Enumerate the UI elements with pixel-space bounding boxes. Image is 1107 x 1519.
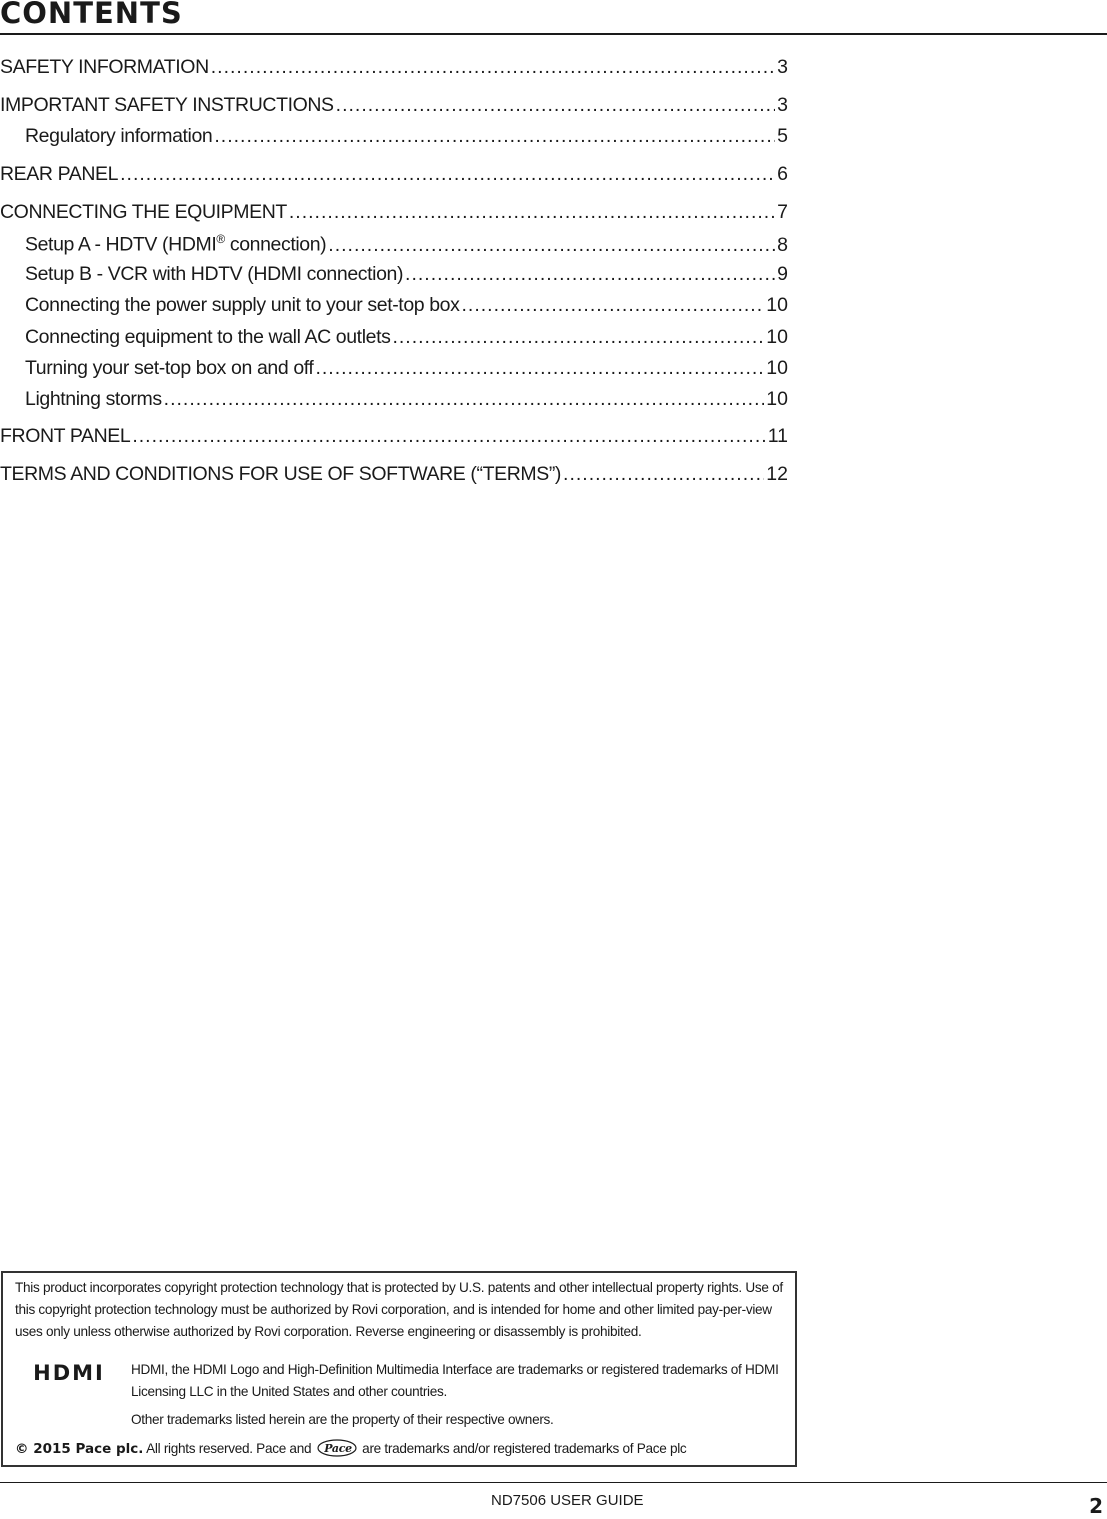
toc-entry-label: CONNECTING THE EQUIPMENT — [0, 201, 287, 223]
toc-entry-label: Connecting the power supply unit to your set-top box — [25, 294, 460, 316]
toc-subentry[interactable] — [25, 388, 788, 418]
toc-dot-leader — [461, 294, 764, 317]
toc-dot-leader — [392, 326, 764, 349]
hdmi-logo-text: HDMI — [33, 1361, 105, 1385]
toc-dot-leader — [328, 234, 775, 257]
toc-subentry[interactable] — [25, 294, 788, 324]
toc-entry-page: 3 — [777, 94, 788, 116]
toc-entry[interactable] — [0, 201, 788, 231]
toc-entry-page: 6 — [777, 163, 788, 185]
toc-entry-page: 7 — [777, 201, 788, 223]
copyright-text: are trademarks and/or registered trademarks of Pace plc — [358, 1441, 687, 1456]
toc-dot-leader — [132, 425, 765, 448]
toc-entry-label: FRONT PANEL — [0, 425, 131, 447]
toc-entry[interactable] — [0, 56, 788, 86]
toc-entry[interactable] — [0, 463, 788, 493]
toc-dot-leader — [563, 463, 764, 486]
toc-subentry[interactable] — [25, 125, 788, 155]
legal-notice-box — [1, 1271, 797, 1467]
toc-entry-page: 11 — [767, 425, 788, 447]
toc-entry-label — [25, 232, 326, 257]
toc-entry-label: TERMS AND CONDITIONS FOR USE OF SOFTWARE (“TERMS”) — [0, 463, 562, 485]
toc-subentry[interactable] — [25, 232, 788, 262]
toc-entry-label: IMPORTANT SAFETY INSTRUCTIONS — [0, 94, 334, 116]
toc-label-part: connection) — [224, 233, 327, 256]
toc-entry-label: Regulatory information — [25, 125, 213, 147]
footer-guide-title: ND7506 USER GUIDE — [491, 1492, 644, 1509]
toc-entry-page: 3 — [777, 56, 788, 78]
toc-entry-page: 10 — [766, 326, 788, 348]
toc-dot-leader — [336, 94, 775, 117]
toc-entry-page: 10 — [766, 388, 788, 410]
toc-entry-label: Lightning storms — [25, 388, 162, 410]
toc-entry-label: Connecting equipment to the wall AC outlets — [25, 326, 391, 348]
toc-entry-page: 12 — [766, 463, 788, 485]
title-divider — [0, 33, 1107, 35]
toc-entry[interactable] — [0, 94, 788, 124]
toc-entry-page: 10 — [766, 294, 788, 316]
pace-logo-icon — [317, 1439, 357, 1457]
copy-protection-notice: This product incorporates copyright protection technology that is protected by U.S. patents and other intellectual property rights. Use of this copyright protection technology must be authorized by Rovi corporation, and is intended for home and other limited pay-per-view uses only unless otherwise authorized by Rovi corporation. Reverse engineering or disassembly is prohibited. — [15, 1280, 783, 1339]
toc-dot-leader — [315, 357, 764, 380]
copyright-holder: © 2015 Pace plc. — [15, 1441, 144, 1457]
toc-subentry[interactable] — [25, 357, 788, 387]
toc-dot-leader — [289, 201, 775, 224]
toc-entry[interactable] — [0, 425, 788, 455]
toc-subentry[interactable] — [25, 326, 788, 356]
toc-entry-label: Setup B - VCR with HDTV (HDMI connection) — [25, 263, 404, 285]
toc-label-part: Setup A - HDTV (HDMI — [25, 233, 217, 256]
hdmi-logo-icon — [15, 1361, 123, 1385]
page-title: CONTENTS — [0, 0, 183, 30]
toc-subentry[interactable] — [25, 263, 788, 293]
toc-dot-leader — [211, 56, 775, 79]
pace-logo-text: Pace — [323, 1442, 352, 1455]
footer-divider — [0, 1482, 1107, 1483]
toc-dot-leader — [405, 263, 775, 286]
toc-dot-leader — [164, 388, 765, 411]
toc-entry-page: 8 — [777, 233, 788, 256]
hdmi-trademark-notice: HDMI, the HDMI Logo and High-Definition Multimedia Interface are trademarks or registered trademarks of HDMI Licensing LLC in the United States and other countries. — [131, 1362, 779, 1399]
toc-entry-page: 5 — [777, 125, 788, 147]
toc-entry[interactable] — [0, 163, 788, 193]
other-trademarks-notice: Other trademarks listed herein are the property of their respective owners. — [131, 1412, 554, 1427]
toc-dot-leader — [120, 163, 775, 186]
page-number: 2 — [1089, 1494, 1103, 1518]
copyright-notice — [15, 1438, 686, 1460]
toc-entry-label: Turning your set-top box on and off — [25, 357, 314, 379]
toc-dot-leader — [214, 125, 775, 148]
toc-entry-page: 9 — [777, 263, 788, 285]
toc-entry-label: SAFETY INFORMATION — [0, 56, 209, 78]
toc-entry-page: 10 — [766, 357, 788, 379]
registered-mark: ® — [216, 232, 225, 246]
toc-entry-label: REAR PANEL — [0, 163, 119, 185]
copyright-text: All rights reserved. Pace and — [143, 1441, 315, 1456]
